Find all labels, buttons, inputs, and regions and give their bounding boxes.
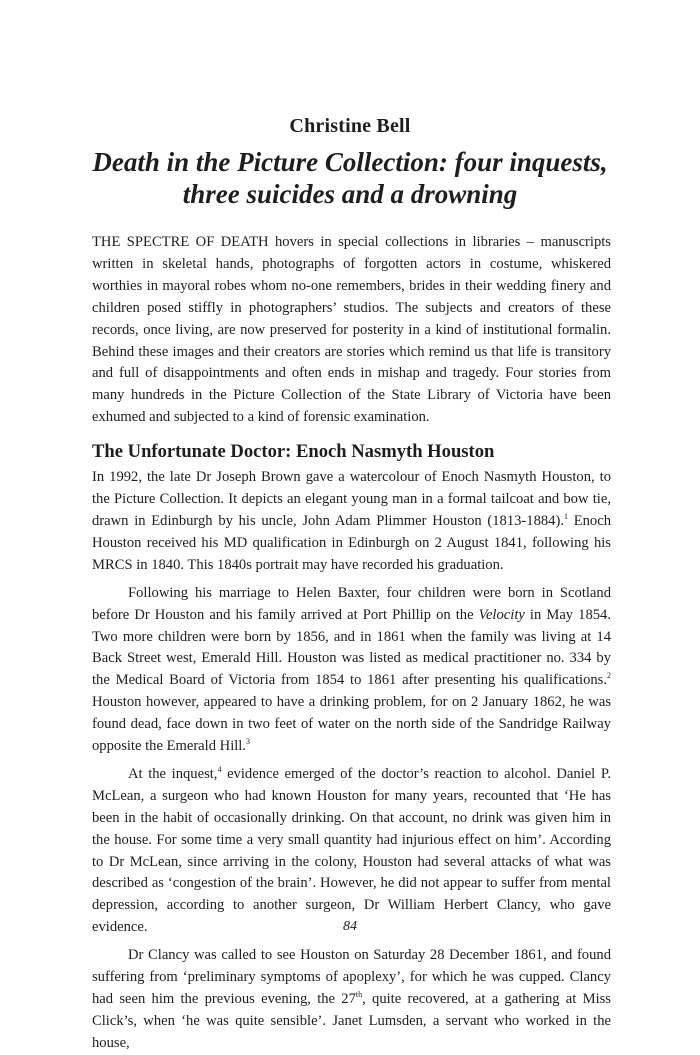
paragraph-3-text-b: evidence emerged of the doctor’s reaction to alcohol. Daniel P. McLean, a surgeon who had known Houston for many years, recounted that ‘He has been in the habit of occasionally drinking. On that account, no drink was given him in the house. For some time a very small quantity had injurious effect on him’. According to Dr McLean, since arriving in the colony, Houston had several attacks of what was described as ‘congestion of the brain’. However, he did not appear to suffer from mental depression, according to another surgeon, Dr William Herbert Clancy, who gave evidence. [92, 765, 611, 936]
paragraph-2 [92, 583, 611, 758]
ordinal-superscript: th [355, 990, 363, 999]
title-line-1: Death in the Picture Collection: four inquests, [92, 147, 608, 177]
intro-paragraph: THE SPECTRE OF DEATH hovers in special collections in libraries – manuscripts written in skeletal hands, photographs of forgotten actors in costume, whiskered worthies in mayoral robes whom no-one remembers, brides in their wedding finery and children posed stiffly in photographers’ studios. The subjects and creators of these records, once living, are now preserved for posterity in a kind of institutional formalin. Behind these images and their creators are stories which remind us that life is transitory and full of disappointments and often ends in mishap and tragedy. Four stories from many hundreds in the Picture Collection of the State Library of Victoria have been exhumed and subjected to a kind of forensic examination. [92, 234, 611, 426]
article-title [60, 146, 640, 210]
paragraph-1-text-b: Enoch Houston received his MD qualification in Edinburgh on 2 August 1841, following his MRCS in 1840. This 1840s portrait may have recorded his graduation. [92, 512, 611, 573]
author-name: Christine Bell [289, 115, 411, 137]
paragraph-1-text-a: In 1992, the late Dr Joseph Brown gave a watercolour of Enoch Nasmyth Houston, to the Picture Collection. It depicts an elegant young man in a formal tailcoat and bow tie, drawn in Edinburgh by his uncle, John Adam Plimmer Houston (1813-1884). [92, 469, 611, 529]
paragraph-4-text-a: Dr Clancy was called to see Houston on Saturday 28 December 1861, and found suffering from ‘preliminary symptoms of apoplexy’, for which he was cupped. Clancy had seen him the previous evening, the 27 [92, 947, 611, 1007]
section-heading: The Unfortunate Doctor: Enoch Nasmyth Houston [92, 441, 495, 463]
paragraph-3-text-a: At the inquest, [128, 765, 218, 782]
paragraph-2-text-a: Following his marriage to Helen Baxter, four children were born in Scotland before Dr Houston and his family arrived at Port Phillip on the [92, 584, 611, 623]
paragraph-2-text-c: Houston however, appeared to have a drinking problem, for on 2 January 1862, he was found dead, face down in two feet of water on the north side of the Sandridge Railway opposite the Emerald Hill. [92, 694, 611, 755]
footnote-ref-1: 1 [563, 511, 568, 521]
footnote-ref-2: 2 [607, 671, 611, 681]
ship-name: Velocity [478, 606, 525, 623]
paragraph-3 [92, 764, 611, 939]
title-line-2: three suicides and a drowning [182, 179, 518, 209]
paragraph-4-text-b: , quite recovered, at a gathering at Miss Click’s, when ‘he was quite sensible’. Janet Lumsden, a servant who worked in the house, [92, 991, 611, 1051]
page-number: 84 [343, 919, 357, 934]
footnote-ref-3: 3 [246, 737, 251, 747]
paragraph-1 [92, 467, 611, 577]
paragraph-2-text-b: in May 1854. Two more children were born by 1856, and in 1861 when the family was living at 14 Back Street west, Emerald Hill. Houston was listed as medical practitioner no. 334 by the Medical Board of Victoria from 1854 to 1861 after presenting his qualifications. [92, 606, 611, 689]
footnote-ref-4: 4 [217, 764, 222, 774]
